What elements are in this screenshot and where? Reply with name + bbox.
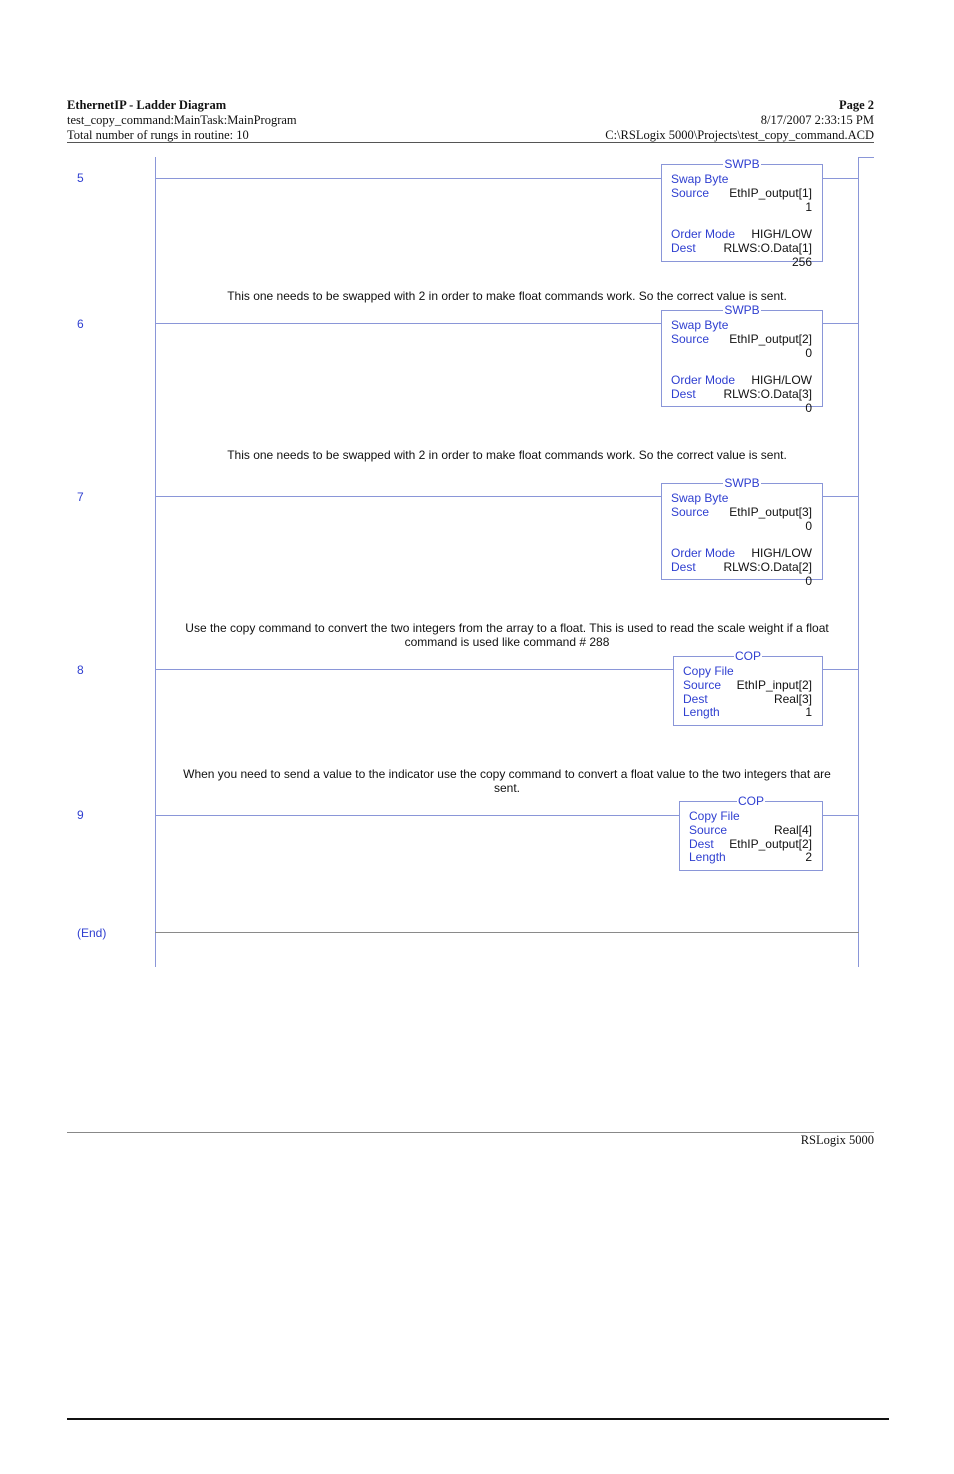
instruction-mnemonic: SWPB [724,476,760,490]
operand-row: Source EthIP_output[1] [671,185,812,200]
swpb-instruction[interactable] [661,303,823,415]
swpb-instruction[interactable] [661,476,823,588]
instruction-name: Copy File [683,664,734,678]
operand-row: Length 1 [683,705,812,720]
rung-number: 9 [77,808,84,822]
instruction-body [671,173,812,270]
instruction-name: Copy File [689,809,740,823]
instruction-body [671,319,812,416]
operand-row: Dest RLWS:O.Data[1] [671,240,812,255]
operand-row: Source EthIP_input[2] [683,677,812,692]
instruction-body [671,492,812,589]
end-rung-wire [155,932,859,933]
right-power-rail [858,157,859,967]
instruction-body [689,810,812,865]
document-title: EthernetIP - Ladder Diagram [67,98,227,112]
rung-count: Total number of rungs in routine: 10 [67,128,249,142]
header-divider [67,142,874,143]
rung-number: 7 [77,490,84,504]
swpb-instruction[interactable] [661,157,823,269]
page-header-right [605,98,874,143]
left-power-rail [155,157,156,967]
instruction-body [683,665,812,720]
rung-number: 5 [77,171,84,185]
rung-comment [155,767,859,795]
operand-row: 256 [791,254,812,269]
operand-row: 0 [805,345,812,360]
operand-row: Source EthIP_output[2] [671,331,812,346]
operand-row: Dest Real[3] [683,691,812,706]
operand-row: Order Mode HIGH/LOW [671,227,812,242]
operand-row: 0 [805,573,812,588]
rung-comment: This one needs to be swapped with 2 in order to make float commands work. So the correct value is sent. [227,289,787,303]
page-number: Page 2 [838,98,874,112]
comment-line: Use the copy command to convert the two integers from the array to a float. This is used to read the scale weight if a float [185,621,829,635]
cop-instruction[interactable] [673,649,823,726]
instruction-mnemonic: SWPB [724,303,760,317]
end-rung-label: (End) [77,926,107,940]
rail-top-stub [858,157,874,158]
instruction-name: Swap Byte [671,318,729,332]
operand-row: Order Mode HIGH/LOW [671,546,812,561]
rung-number: 6 [77,317,84,331]
operand-row: Length 2 [689,850,812,865]
instruction-name: Swap Byte [671,172,729,186]
operand-row: Dest RLWS:O.Data[2] [671,559,812,574]
comment-line: sent. [493,781,520,795]
operand-row: Dest EthIP_output[2] [689,836,812,851]
rung-number: 8 [77,663,84,677]
operand-row: 0 [805,518,812,533]
page-header-left [67,98,297,143]
operand-spacer [671,214,812,228]
cop-instruction[interactable] [679,794,823,871]
page-bottom-rule [67,1418,889,1420]
operand-row: 0 [805,400,812,415]
comment-line: command is used like command # 288 [404,635,610,649]
operand-row: Source Real[4] [689,822,812,837]
rung-comment: This one needs to be swapped with 2 in order to make float commands work. So the correct value is sent. [227,448,787,462]
routine-path: test_copy_command:MainTask:MainProgram [67,113,297,127]
instruction-name: Swap Byte [671,491,729,505]
instruction-mnemonic: SWPB [724,157,760,171]
operand-row: Order Mode HIGH/LOW [671,373,812,388]
footer-divider [67,1132,874,1133]
print-datetime: 8/17/2007 2:33:15 PM [760,113,874,127]
footer-product: RSLogix 5000 [800,1133,874,1147]
operand-spacer [671,533,812,547]
operand-spacer [671,360,812,374]
project-path: C:\RSLogix 5000\Projects\test_copy_command.ACD [605,128,874,142]
instruction-mnemonic: COP [737,794,764,808]
operand-row: Source EthIP_output[3] [671,504,812,519]
operand-row: Dest RLWS:O.Data[3] [671,386,812,401]
comment-line: When you need to send a value to the indicator use the copy command to convert a float value to the two integers that are [183,767,831,781]
operand-row: 1 [805,199,812,214]
rung-comment [155,621,859,649]
instruction-mnemonic: COP [734,649,761,663]
